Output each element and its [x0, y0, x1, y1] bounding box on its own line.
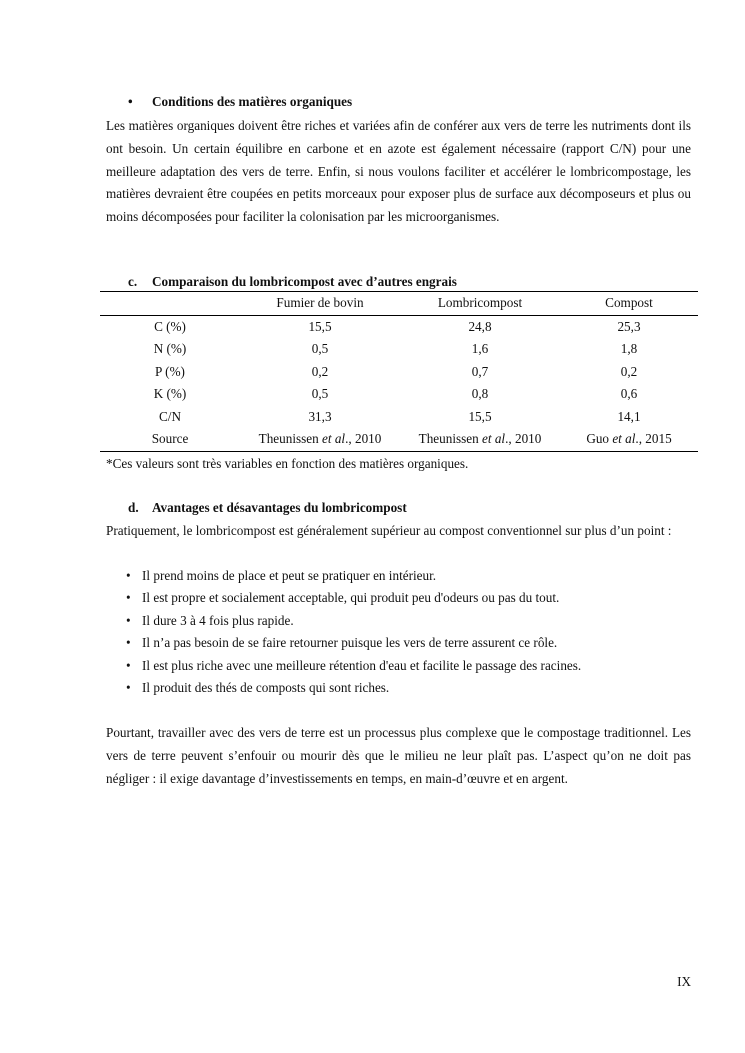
table-cell: 0,7	[471, 363, 489, 379]
table-source-row	[100, 428, 698, 451]
comparison-table	[100, 291, 698, 452]
table-row	[100, 383, 698, 406]
bullet-icon: •	[128, 94, 133, 109]
conditions-heading-text: Conditions des matières organiques	[152, 94, 353, 109]
source-year: ., 2010	[345, 431, 382, 446]
table-cell: 0,5	[311, 341, 329, 356]
table-row	[100, 315, 698, 338]
table-row	[100, 361, 698, 384]
table-cell: 24,8	[468, 318, 492, 334]
bullet-icon: •	[126, 590, 131, 606]
source-cell	[400, 428, 560, 451]
row-label: N (%)	[153, 341, 187, 356]
section-c-title: Comparaison du lombricompost avec d’autres engrais	[152, 274, 457, 289]
section-c-heading	[128, 272, 457, 292]
conditions-paragraph: Les matières organiques doivent être riches et variées afin de conférer aux vers de terre les nutriments dont ils ont besoin. Un certain équilibre en carbone et en azote est également nécessaire (rapport C/N) pour une meilleure adaptation des vers de terre. Enfin, si nous voulons faciliter et accélérer le lombricompostage, les matières devraient être coupées en petits morceaux pour exposer plus de surface aux décomposeurs et plus ou moins décomposées pour faciliter la colonisation par les microorganismes.	[106, 118, 691, 225]
row-label: K (%)	[153, 386, 187, 401]
table-cell: 15,5	[308, 318, 332, 334]
bullet-icon: •	[126, 568, 131, 583]
list-item-text: Il est propre et socialement acceptable, qui produit peu d'odeurs ou pas du tout.	[142, 590, 560, 606]
page-number: IX	[677, 974, 691, 989]
bullet-icon: •	[126, 657, 131, 673]
table-row	[100, 338, 698, 361]
table-cell: 0,5	[311, 386, 329, 401]
list-item	[106, 610, 691, 632]
list-item	[106, 655, 691, 677]
list-item-text: Il produit des thés de composts qui sont riches.	[142, 680, 390, 696]
table-cell: 0,2	[620, 363, 638, 379]
source-etal: et al	[322, 431, 346, 446]
list-item	[106, 587, 691, 609]
section-d-title: Avantages et désavantages du lombricompost	[152, 500, 407, 515]
bullet-icon: •	[126, 680, 131, 696]
source-author: Theunissen	[418, 431, 483, 446]
table-header-cell	[100, 292, 240, 316]
table-cell: 25,3	[617, 318, 641, 334]
table-cell: 0,8	[471, 386, 489, 401]
list-item	[106, 677, 691, 699]
section-c-letter: c.	[128, 274, 138, 289]
table-cell: 1,8	[620, 341, 638, 356]
list-item-text: Il dure 3 à 4 fois plus rapide.	[142, 612, 294, 628]
bullet-icon: •	[126, 612, 131, 628]
row-label: C/N	[159, 408, 181, 424]
table-cell: 0,6	[620, 386, 638, 401]
source-cell	[560, 428, 698, 451]
source-year: ., 2010	[505, 431, 542, 446]
table-header-cell: Lombricompost	[437, 295, 523, 310]
list-item-text: Il n’a pas besoin de se faire retourner puisque les vers de terre assurent ce rôle.	[142, 635, 558, 651]
table-header-cell: Compost	[605, 295, 653, 310]
advantages-intro: Pratiquement, le lombricompost est généralement supérieur au compost conventionnel sur plus d’un point :	[106, 523, 672, 538]
row-label: C (%)	[154, 318, 186, 334]
section-d-letter: d.	[128, 500, 139, 515]
source-author: Guo	[586, 431, 613, 446]
list-item-text: Il est plus riche avec une meilleure rétention d'eau et facilite le passage des racines.	[142, 657, 582, 673]
table-cell: 1,6	[471, 341, 489, 356]
row-label: P (%)	[155, 363, 185, 379]
table-header-cell: Fumier de bovin	[276, 295, 364, 310]
table-cell: 14,1	[617, 408, 641, 424]
source-etal: et al	[482, 431, 506, 446]
list-item-text: Il prend moins de place et peut se pratiquer en intérieur.	[142, 568, 437, 583]
source-etal: et al	[612, 431, 636, 446]
list-item	[106, 632, 691, 654]
advantages-list	[106, 565, 691, 699]
source-author: Theunissen	[258, 431, 323, 446]
table-cell: 0,2	[311, 363, 329, 379]
source-year: ., 2015	[635, 431, 672, 446]
table-header-row	[100, 292, 698, 316]
table-cell: 15,5	[468, 408, 492, 424]
table-row	[100, 406, 698, 429]
table-cell: 31,3	[308, 408, 332, 424]
table-footnote: *Ces valeurs sont très variables en fonction des matières organiques.	[106, 456, 469, 471]
row-label: Source	[151, 431, 189, 446]
source-cell	[240, 428, 400, 451]
bullet-icon: •	[126, 635, 131, 651]
section-d-heading	[128, 498, 407, 518]
conclusion-paragraph: Pourtant, travailler avec des vers de terre est un processus plus complexe que le compostage traditionnel. Les vers de terre peuvent s’enfouir ou mourir dès que le milieu ne leur plaît pas. L’aspect qu’on ne doit pas négliger : il exige davantage d’investissements en temps, en main-d’œuvre et en argent.	[106, 725, 691, 786]
list-item	[106, 565, 691, 587]
